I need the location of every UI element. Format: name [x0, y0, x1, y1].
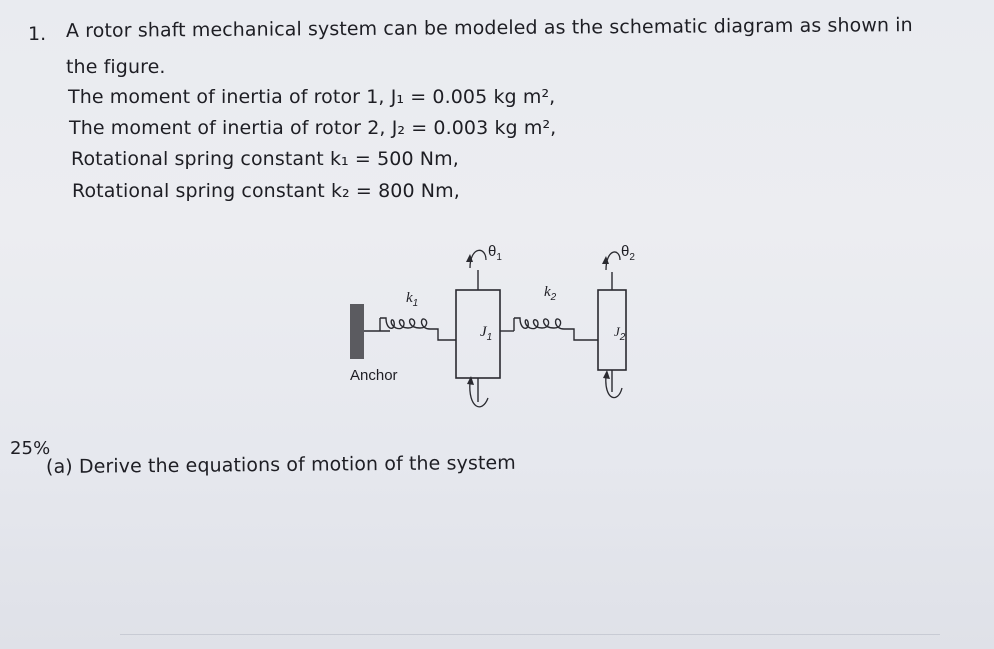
rotor-j1-rotation-arrow [470, 382, 488, 407]
part-a-marks: 25% [10, 438, 51, 459]
question-line-1: A rotor shaft mechanical system can be modeled as the schematic diagram as shown in [65, 14, 913, 42]
theta1-arrow [470, 250, 486, 268]
question-line-2: the figure. [66, 56, 166, 78]
inertia-rotor-1: The moment of inertia of rotor 1, J₁ = 0.005 kg m², [68, 86, 556, 108]
part-a-question: (a) Derive the equations of motion of the system [45, 451, 516, 478]
label-k1: $k_1$ [406, 290, 419, 309]
spring-constant-1: Rotational spring constant k₁ = 500 Nm, [71, 148, 459, 170]
spring-k2 [514, 318, 598, 340]
label-theta1: $\theta_1$ [488, 243, 502, 263]
rotor-j2-rotation-arrow [606, 376, 622, 398]
rotor-j1 [456, 290, 500, 378]
schematic-svg [330, 232, 650, 422]
page-rule [120, 634, 940, 635]
label-j1: $J_1$ [480, 324, 493, 343]
anchor-block [350, 304, 364, 359]
spring-k1 [380, 318, 456, 340]
rotor-j2-rotation-arrowhead [603, 370, 610, 379]
spring-constant-2: Rotational spring constant k₂ = 800 Nm, [72, 180, 460, 202]
label-j2: $J_2$ [614, 324, 626, 343]
label-anchor: Anchor [350, 367, 398, 384]
rotor-shaft-schematic [330, 232, 650, 422]
theta2-arrow [606, 252, 620, 270]
inertia-rotor-2: The moment of inertia of rotor 2, J₂ = 0.003 kg m², [69, 117, 557, 139]
question-number: 1. [28, 23, 47, 45]
label-theta2: $\theta_2$ [621, 243, 635, 263]
label-k2: $k_2$ [544, 284, 557, 303]
rotor-j2 [598, 290, 626, 370]
